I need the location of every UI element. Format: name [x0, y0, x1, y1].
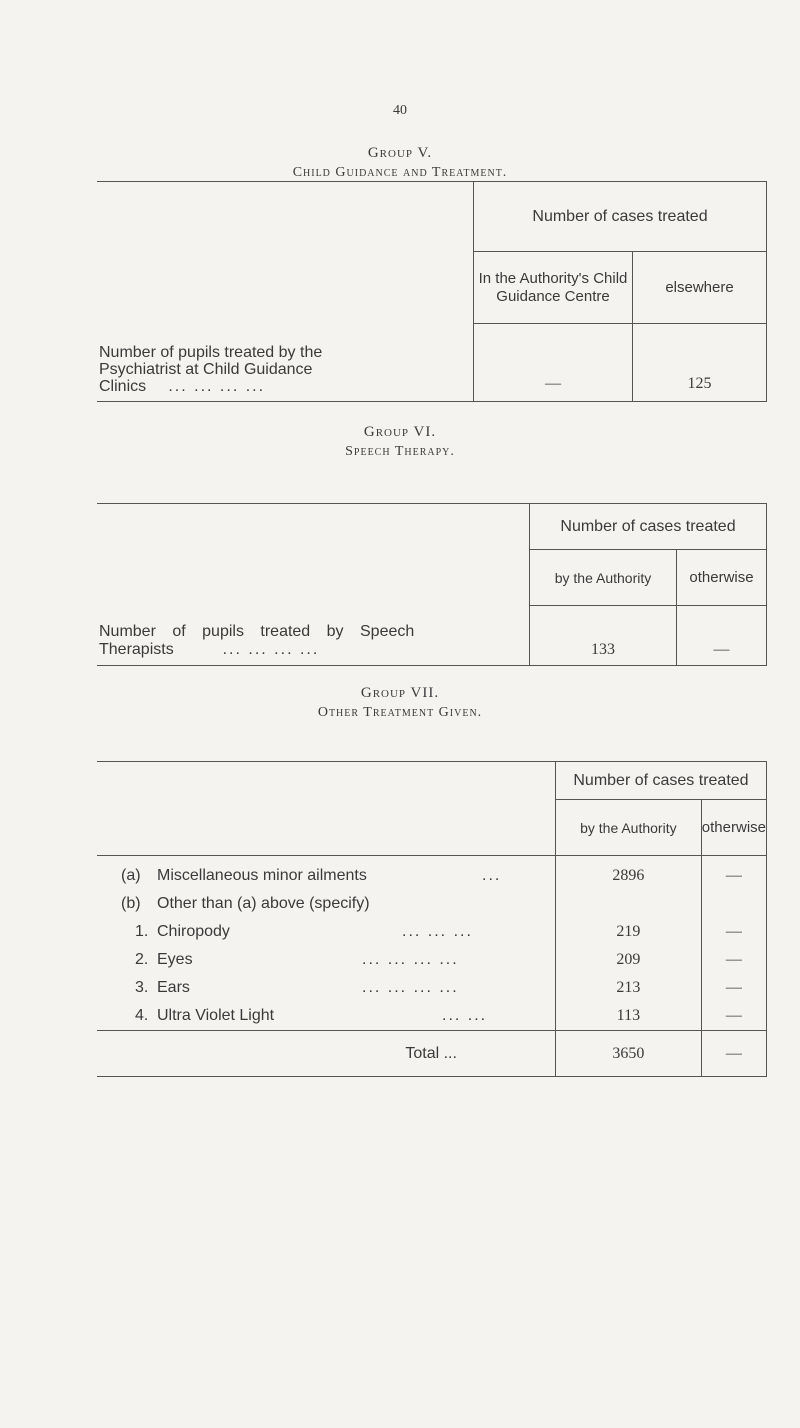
group6-table	[97, 503, 767, 666]
row-dots: ... ... ...	[402, 923, 473, 940]
group6-col1-header: by the Authority	[530, 550, 677, 606]
group5-subheading: Child Guidance and Treatment.	[292, 165, 508, 180]
group5-dots: ... ... ... ...	[168, 378, 266, 395]
group5-col1-header: In the Authority's Child Guidance Centre	[474, 252, 633, 324]
list-item	[97, 890, 555, 918]
list-item	[97, 918, 555, 946]
row-dots: ... ... ... ...	[362, 979, 459, 996]
table-cell	[556, 974, 701, 1002]
table-cell	[702, 918, 766, 946]
group7-table	[97, 761, 767, 1077]
group6-heading: Group VI.	[363, 424, 437, 440]
group7-labels	[97, 856, 555, 1031]
row-label: Ultra Violet Light	[157, 1007, 275, 1024]
group5-table	[97, 181, 767, 402]
group7-total-label: Total ...	[97, 1031, 555, 1077]
row-value: 113	[616, 1007, 641, 1024]
group6-row-label-line1: Number of pupils treated by Speech	[99, 623, 415, 640]
row-value: 213	[616, 979, 641, 996]
group5-val2: 125	[633, 324, 767, 402]
group5-row-label	[97, 182, 474, 402]
group7-total-v2: —	[701, 1031, 766, 1077]
table-cell	[556, 1002, 701, 1030]
row-value: —	[725, 979, 742, 996]
row-dots: ... ...	[442, 1007, 488, 1024]
row-value: —	[725, 1007, 742, 1024]
group5-col2-header: elsewhere	[633, 252, 767, 324]
table-cell	[702, 974, 766, 1002]
group6-val1: 133	[530, 606, 677, 666]
list-item	[97, 974, 555, 1002]
row-label: Eyes	[157, 951, 193, 968]
group7-col1-values	[555, 856, 701, 1031]
group5-row-label-line3: Clinics	[99, 378, 147, 395]
table-cell	[702, 1002, 766, 1030]
row-value: —	[725, 867, 742, 884]
row-marker: 4.	[135, 1007, 149, 1024]
row-dots: ...	[482, 867, 502, 884]
row-value: 219	[616, 923, 641, 940]
group6-heading-block	[0, 424, 800, 460]
group7-heading-block	[0, 685, 800, 721]
group6-dots: ... ... ... ...	[222, 641, 320, 658]
row-marker: 2.	[135, 951, 149, 968]
group7-subheading: Other Treatment Given.	[317, 705, 483, 720]
group5-row-label-line2: Psychiatrist at Child Guidance	[99, 361, 313, 378]
group6-col2-header: otherwise	[677, 550, 767, 606]
row-value: 209	[616, 951, 641, 968]
row-label: Miscellaneous minor ailments	[157, 867, 367, 884]
group5-header: Number of cases treated	[474, 182, 767, 252]
row-marker: (a)	[121, 867, 141, 884]
group6-val2: —	[677, 606, 767, 666]
table-cell	[702, 946, 766, 974]
group7-header: Number of cases treated	[555, 762, 766, 800]
group5-val1: —	[474, 324, 633, 402]
group7-total-v1: 3650	[555, 1031, 701, 1077]
row-label: Chiropody	[157, 923, 230, 940]
group6-row-label	[97, 504, 530, 666]
row-dots: ... ... ... ...	[362, 951, 459, 968]
table-cell	[702, 862, 766, 890]
group7-empty-header	[97, 762, 555, 856]
group6-row-label-line2: Therapists	[99, 641, 174, 658]
list-item	[97, 946, 555, 974]
list-item	[97, 1002, 555, 1030]
table-cell	[556, 918, 701, 946]
group5-row-label-line1: Number of pupils treated by the	[99, 344, 323, 361]
table-cell	[556, 862, 701, 890]
table-cell	[556, 946, 701, 974]
group6-header: Number of cases treated	[530, 504, 767, 550]
group6-subheading: Speech Therapy.	[345, 444, 455, 459]
table-cell	[556, 890, 701, 918]
page-number: 40	[393, 103, 407, 118]
row-label: Other than (a) above (specify)	[157, 895, 370, 912]
group5-heading-block	[0, 145, 800, 181]
group7-col1-header: by the Authority	[555, 800, 701, 856]
group5-heading: Group V.	[367, 145, 433, 161]
row-marker: (b)	[121, 895, 141, 912]
table-cell	[702, 890, 766, 918]
list-item	[97, 862, 555, 890]
row-value: —	[725, 951, 742, 968]
row-marker: 1.	[135, 923, 149, 940]
row-value: 2896	[612, 867, 645, 884]
group7-heading: Group VII.	[360, 685, 440, 701]
row-value: —	[725, 923, 742, 940]
group7-col2-header: otherwise	[701, 800, 766, 856]
row-marker: 3.	[135, 979, 149, 996]
group7-col2-values	[701, 856, 766, 1031]
row-label: Ears	[157, 979, 190, 996]
